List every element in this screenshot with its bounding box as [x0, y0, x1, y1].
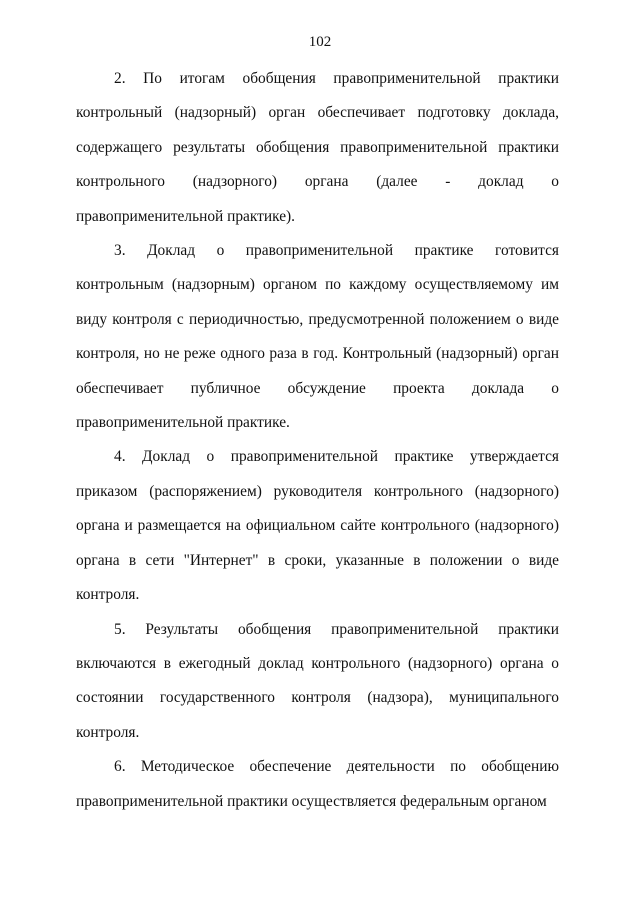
paragraph-3: 3. Доклад о правоприменительной практике готовится контрольным (надзорным) органом по каждому осуществляемому им виду контроля с периодичностью, предусмотренной положением о виде контроля, но не реже одного раза в год. Контрольный (надзорный) орган обеспечивает публичное обсуждение проекта доклада о правоприменительной практике. — [76, 242, 559, 432]
page-number: 102 — [308, 34, 332, 50]
document-body — [76, 62, 559, 819]
paragraph-5: 5. Результаты обобщения правоприменительной практики включаются в ежегодный доклад контрольного (надзорного) органа о состоянии государственного контроля (надзора), муниципального контроля. — [76, 620, 559, 741]
paragraph-4: 4. Доклад о правоприменительной практике утверждается приказом (распоряжением) руководителя контрольного (надзорного) органа и размещается на официальном сайте контрольного (надзорного) органа в сети "Интернет" в сроки, указанные в положении о виде контроля. — [76, 448, 559, 604]
paragraph-6: 6. Методическое обеспечение деятельности по обобщению правоприменительной практики осуществляется федеральным органом — [76, 758, 559, 810]
paragraph-2: 2. По итогам обобщения правоприменительной практики контрольный (надзорный) орган обеспечивает подготовку доклада, содержащего результаты обобщения правоприменительной практики контрольного (надзорного) органа (далее - доклад о правоприменительной практике). — [76, 70, 559, 225]
